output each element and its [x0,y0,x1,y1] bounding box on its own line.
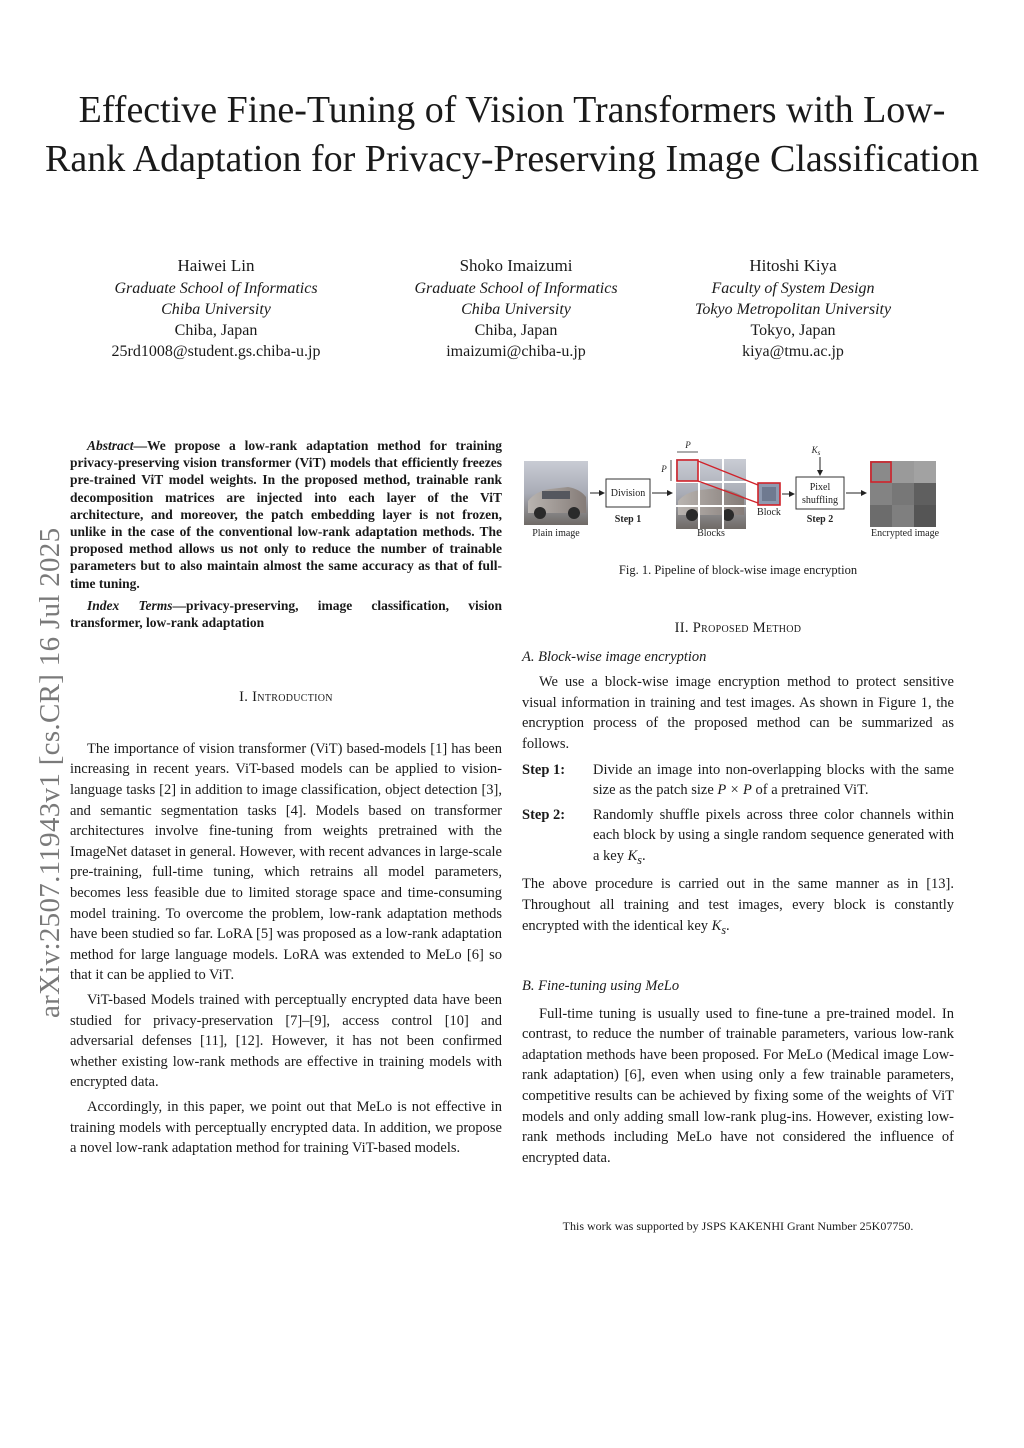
author-block-3 [643,254,943,362]
author-name: Shoko Imaizumi [459,256,573,275]
intro-paragraph-3: Accordingly, in this paper, we point out that MeLo is not effective in training models with perceptually encrypted data. In addition, we propose a novel low-rank adaptation method for training ViT-based models. [70,1098,502,1157]
step-2-item-label: Step 2: [522,806,566,823]
subsection-a-heading: A. Block-wise image encryption [522,648,707,665]
method-paragraph-b: Full-time tuning is usually used to fine-tune a pre-trained model. In contrast, to reduce the number of trainable parameters, various low-rank adaptation methods have been proposed. For MeLo (Medical image Low-rank adaptation) [6], even when using only a few trainable parameters, competitive results can be achieved by fixing some of the weights of ViT models and only adding small low-rank plug-ins. However, existing low-rank methods including MeLo have not considered the influence of encrypted data. [522,1005,954,1166]
author-location: Tokyo, Japan [750,322,836,339]
step-2-text-a: Randomly shuffle pixels across three color channels within each block by using a single random sequence generated with a key [593,806,954,864]
intro-paragraph-1: The importance of vision transformer (ViT) based-models [1] has been increasing in recent years. ViT-based models can be applied to vision-language tasks [2] in addition to image classification, object detection [3], and semantic segmentation tasks [4]. Models based on transformer architectures involve fine-tuning from weights pretrained with the ImageNet dataset in general. However, with recent advances in large-scale pre-training, full-time tuning, which retrains all model parameters, becomes less feasible due to limited storage space and time-consuming model training. To overcome the problem, low-rank adaptation methods have been studied so far. LoRA [5] was proposed as a low-rank adaptation method for large language models. LoRA was extended to MeLo [6] so that it can be applied to ViT. [70,740,502,984]
division-label: Division [610,488,646,499]
pixel-label: Pixel [809,482,831,493]
paragraph-after-text-a: The above procedure is carried out in the same manner as in [13]. Throughout all training and test images, every block is constantly encrypted with the identical key [522,876,954,934]
patch-size-top-label: P [685,440,691,450]
author-email: imaizumi@chiba-u.jp [446,343,586,360]
section-heading-introduction [70,687,502,708]
key-math-inline-subscript: s [721,922,727,937]
author-university: Tokyo Metropolitan University [694,301,892,318]
author-location: Chiba, Japan [474,322,558,339]
paper-title: Effective Fine-Tuning of Vision Transformers with Low-Rank Adaptation for Privacy-Preserving Image Classification [45,89,979,180]
author-affiliation: Faculty of System Design [711,280,875,297]
patch-size-math: P × P [717,782,752,799]
arxiv-identifier: arXiv:2507.11943v1 [cs.CR] 16 Jul 2025 [34,527,66,1018]
index-terms-text: —privacy-preserving, image classification, vision transformer, low-rank adaptation [70,597,502,631]
key-math-subscript: s [637,852,642,867]
paragraph-after-text-b: . [726,917,730,934]
abstract [70,437,502,592]
step-1-item-label: Step 1: [522,761,566,778]
encrypted-image [870,461,936,527]
key-math-inline [711,917,727,937]
step-2-text-b: . [642,847,646,864]
key-label [811,445,821,457]
key-symbol: K [811,445,818,455]
plain-image [524,461,588,525]
step-1-item [522,760,954,801]
author-affiliation: Graduate School of Informatics [414,280,618,297]
figure-1-pipeline [522,437,954,547]
key-subscript: s [817,449,821,457]
section-title: Introduction [252,689,333,706]
step-1-text-b: of a pretrained ViT. [755,782,869,799]
step-2-item-text [593,805,954,871]
step-2-label: Step 2 [806,514,834,525]
author-university: Chiba University [461,301,571,318]
section-number: I. [239,689,249,706]
plain-image-label: Plain image [532,528,580,539]
index-terms [70,597,502,631]
blocks-label: Blocks [697,528,725,539]
abstract-text: —We propose a low-rank adaptation method for training privacy-preserving vision transformer (ViT) models that efficiently freezes pre-trained ViT model weights. In the proposed method, trainable rank decomposition matrices are injected into each layer of the ViT architecture, and moreover, the patch embedding layer is not frozen, unlike in the case of the conventional low-rank adaptation methods. The proposed method allows us not only to reduce the number of trainable parameters but to also maintain almost the same accuracy as that of full-time tuning. [70,438,502,591]
block-label: Block [757,507,781,518]
right-column [522,618,954,1168]
footnote-funding: This work was supported by JSPS KAKENHI Grant Number 25K07750. [562,1219,914,1233]
left-column [70,437,502,1159]
method-paragraph-after-steps [522,874,954,940]
step-2-item [522,805,954,871]
patch-size-side-label: P [661,464,667,474]
index-terms-lead: Index Terms [87,597,173,613]
author-name: Haiwei Lin [177,256,255,275]
section-heading-proposed-method [522,618,954,639]
shuffling-label: shuffling [802,495,838,506]
intro-paragraph-2: ViT-based Models trained with perceptually encrypted data have been studied for privacy-preservation [7]–[9], access control [10] and adversarial defenses [11], [12]. However, it has not been confirmed whether existing low-rank methods are effective in training models with encrypted data. [70,991,502,1091]
division-box [606,479,650,507]
author-university: Chiba University [161,301,271,318]
author-email: kiya@tmu.ac.jp [742,343,844,360]
key-math-inline-symbol: K [711,917,722,934]
author-name: Hitoshi Kiya [749,256,837,275]
figure-1-caption: Fig. 1. Pipeline of block-wise image encryption [618,563,858,577]
blocks-grid [671,452,746,529]
step-1-text-a: Divide an image into non-overlapping blocks with the same size as the patch size [593,761,954,799]
key-math-symbol: K [627,847,638,864]
section-number: II. [674,620,689,636]
author-affiliation: Graduate School of Informatics [114,280,318,297]
subsection-b-heading: B. Fine-tuning using MeLo [522,978,680,995]
key-math [627,847,642,867]
author-block-2 [366,254,666,362]
author-email: 25rd1008@student.gs.chiba-u.jp [111,343,321,360]
encrypted-image-label: Encrypted image [870,528,940,539]
section-title: Proposed Method [692,620,802,636]
single-block [758,483,780,505]
step-1-item-text [593,760,954,801]
abstract-lead: Abstract [87,438,134,453]
step-1-label: Step 1 [614,514,642,525]
pixel-shuffling-box [796,477,844,509]
author-block-1 [66,254,366,362]
author-location: Chiba, Japan [174,322,258,339]
method-paragraph-a: We use a block-wise image encryption method to protect sensitive visual information in training and test images. As shown in Figure 1, the encryption process of the proposed method can be summarized as follows. [522,674,954,752]
